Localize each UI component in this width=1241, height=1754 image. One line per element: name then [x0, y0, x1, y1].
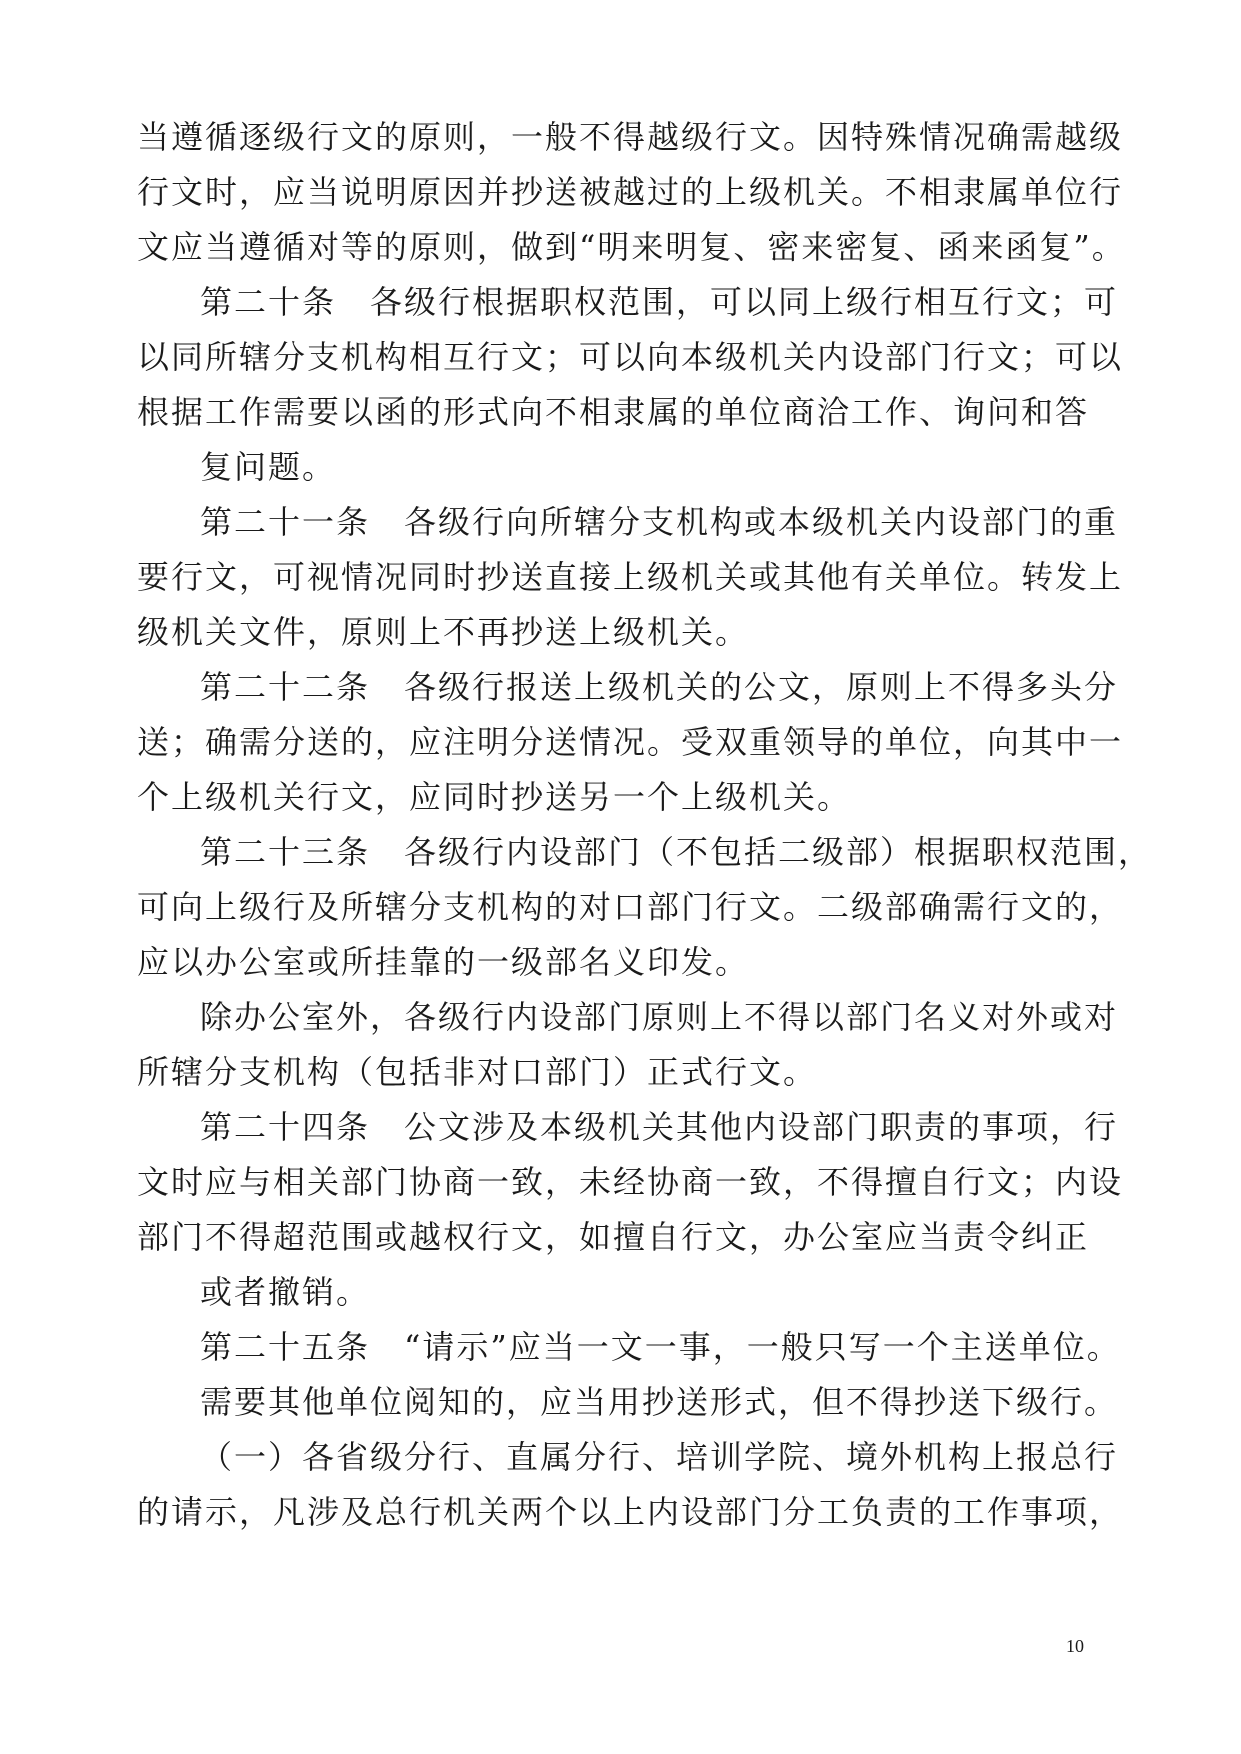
text-line: 送；确需分送的，应注明分送情况。受双重领导的单位，向其中一: [137, 723, 1124, 761]
text-line: 要行文，可视情况同时抄送直接上级机关或其他有关单位。转发上: [137, 558, 1124, 596]
text-line: 复问题。: [200, 448, 337, 486]
text-line: 以同所辖分支机构相互行文；可以向本级机关内设部门行文；可以: [137, 338, 1124, 376]
text-line: 根据工作需要以函的形式向不相隶属的单位商洽工作、询问和答: [137, 393, 1090, 431]
article-20-line: 第二十条 各级行根据职权范围，可以同上级行相互行文；可: [200, 283, 1119, 321]
article-21-line: 第二十一条 各级行向所辖分支机构或本级机关内设部门的重: [200, 503, 1119, 541]
page-number: 10: [1066, 1636, 1084, 1656]
article-22-line: 第二十二条 各级行报送上级机关的公文，原则上不得多头分: [200, 668, 1119, 706]
text-line: 或者撤销。: [200, 1273, 371, 1311]
text-line: 行文时，应当说明原因并抄送被越过的上级机关。不相隶属单位行: [137, 173, 1124, 211]
text-line: （一）各省级分行、直属分行、培训学院、境外机构上报总行: [200, 1438, 1119, 1476]
text-line: 当遵循逐级行文的原则，一般不得越级行文。因特殊情况确需越级: [137, 118, 1124, 156]
article-25-line: 第二十五条 “请示”应当一文一事，一般只写一个主送单位。: [200, 1328, 1121, 1366]
text-line: 部门不得超范围或越权行文，如擅自行文，办公室应当责令纠正: [137, 1218, 1090, 1256]
text-line: 的请示，凡涉及总行机关两个以上内设部门分工负责的工作事项，: [137, 1493, 1124, 1531]
text-line: 所辖分支机构（包括非对口部门）正式行文。: [137, 1053, 818, 1091]
text-line: 除办公室外，各级行内设部门原则上不得以部门名义对外或对: [200, 998, 1119, 1036]
article-23-line: 第二十三条 各级行内设部门（不包括二级部）根据职权范围，: [200, 833, 1153, 871]
text-line: 需要其他单位阅知的，应当用抄送形式，但不得抄送下级行。: [200, 1383, 1119, 1421]
text-line: 文应当遵循对等的原则，做到“明来明复、密来密复、函来函复”。: [137, 228, 1126, 266]
article-24-line: 第二十四条 公文涉及本级机关其他内设部门职责的事项，行: [200, 1108, 1119, 1146]
text-line: 级机关文件，原则上不再抄送上级机关。: [137, 613, 750, 651]
text-line: 应以办公室或所挂靠的一级部名义印发。: [137, 943, 750, 981]
text-line: 个上级机关行文，应同时抄送另一个上级机关。: [137, 778, 852, 816]
text-line: 可向上级行及所辖分支机构的对口部门行文。二级部确需行文的，: [137, 888, 1124, 926]
text-line: 文时应与相关部门协商一致，未经协商一致，不得擅自行文；内设: [137, 1163, 1124, 1201]
